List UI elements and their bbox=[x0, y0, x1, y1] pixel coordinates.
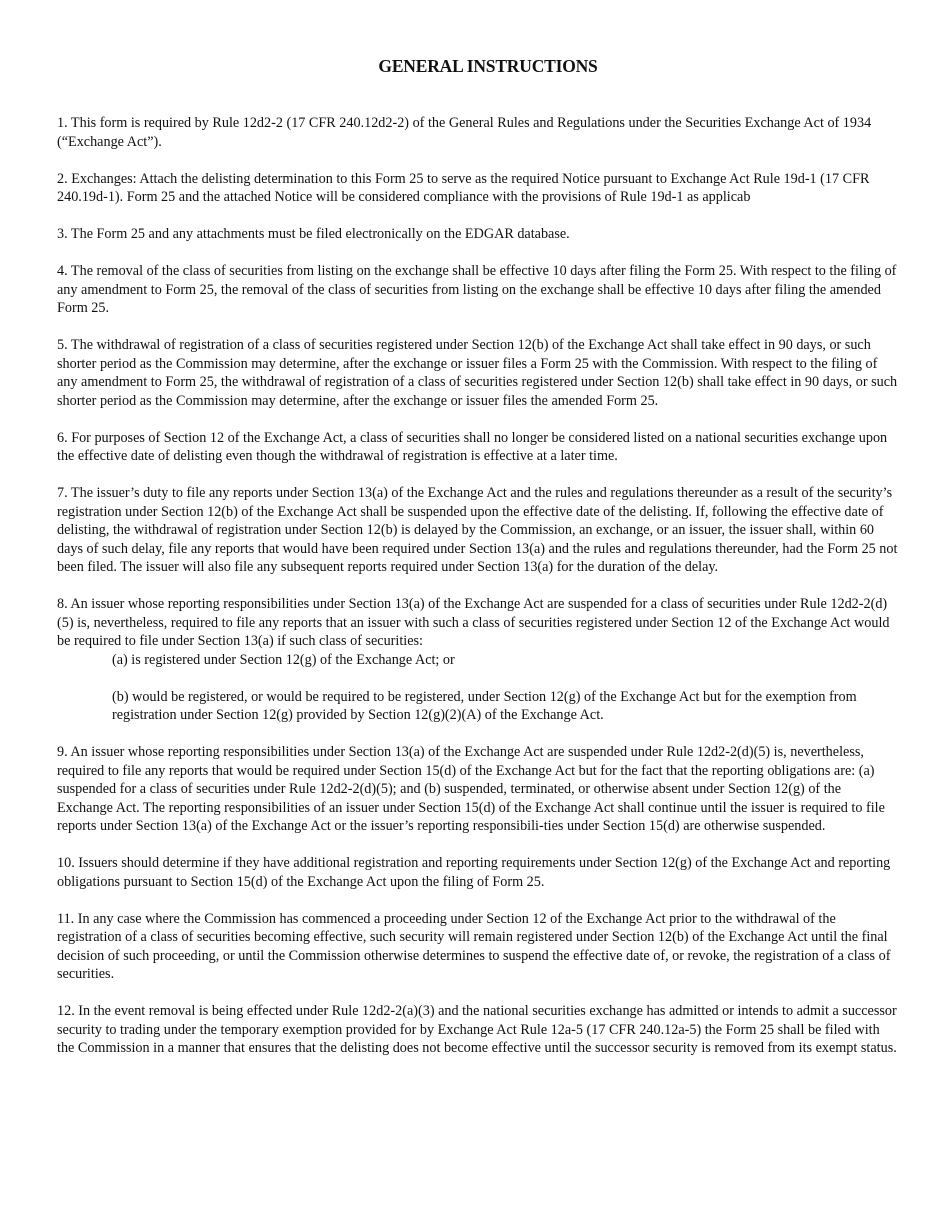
instruction-8: 8. An issuer whose reporting responsibilities under Section 13(a) of the Exchange Act are suspended for a class of securities under Rule 12d2-2(d)(5) is, nevertheless, required to file any reports that an issuer with such a class of securities registered under Section 12 of the Exchange Act would be required to file under Section 13(a) if such class of securities: bbox=[57, 596, 890, 649]
instruction-7: 7. The issuer’s duty to file any reports under Section 13(a) of the Exchange Act and the rules and regulations thereunder as a result of the security’s registration under Section 12(b) of the Exchange Act shall be suspended upon the effective date of the delisting. If, following the effective date of delisting, the withdrawal of registration under Section 12(b) is delayed by the Commission, an exchange, or an issuer, the issuer shall, within 60 days of such delay, file any reports that would have been required under Section 13(a) and the rules and regulations thereunder, had the Form 25 not been filed. The issuer will also file any subsequent reports required under Section 13(a) for the duration of the delay. bbox=[57, 485, 898, 575]
instructions-page bbox=[57, 56, 899, 1076]
instruction-8-sub-a: (a) is registered under Section 12(g) of the Exchange Act; or bbox=[112, 651, 455, 668]
instruction-9: 9. An issuer whose reporting responsibilities under Section 13(a) of the Exchange Act are suspended under Rule 12d2-2(d)(5) is, nevertheless, required to file any reports that would be required under Section 15(d) of the Exchange Act but for the fact that the reporting obligations are: (a) suspended for a class of securities under Rule 12d2-2(d)(5); and (b) suspended, terminated, or otherwise absent under Section 12(g) of the Exchange Act. The reporting responsibilities of an issuer under Section 15(d) of the Exchange Act shall continue until the issuer is required to file reports under Section 13(a) of the Exchange Act or the issuer’s reporting responsibili-ties under Section 15(d) are otherwise suspended. bbox=[57, 744, 885, 834]
instruction-3: 3. The Form 25 and any attachments must be filed electronically on the EDGAR database. bbox=[57, 226, 570, 242]
instruction-11: 11. In any case where the Commission has commenced a proceeding under Section 12 of the Exchange Act prior to the withdrawal of the registration of a class of securities becoming effective, such security will remain registered under Section 12(b) of the Exchange Act until the final decision of such proceeding, or until the Commission otherwise determines to suspend the effective date of, or revoke, the registration of a class of securities. bbox=[57, 910, 891, 982]
instruction-6: 6. For purposes of Section 12 of the Exchange Act, a class of securities shall no longer be considered listed on a national securities exchange upon the effective date of delisting even though the withdrawal of registration is effective at a later time. bbox=[57, 429, 888, 464]
page-title: GENERAL INSTRUCTIONS bbox=[378, 56, 598, 76]
instruction-8-sub-b: (b) would be registered, or would be required to be registered, under Section 12(g) of the Exchange Act but for the exemption from registration under Section 12(g) provided by Section 12(g)(2)(A) of the Exchange Act. bbox=[112, 688, 857, 723]
instruction-5: 5. The withdrawal of registration of a class of securities registered under Section 12(b) of the Exchange Act shall take effect in 90 days, or such shorter period as the Commission may determine, after the exchange or issuer files a Form 25 with the Commission. With respect to the filing of any amendment to Form 25, the withdrawal of registration of a class of securities registered under Section 12(b) shall take effect in 90 days, or such shorter period as the Commission may determine, after the exchange or issuer files the amended Form 25. bbox=[57, 337, 898, 409]
instruction-1: 1. This form is required by Rule 12d2-2 (17 CFR 240.12d2-2) of the General Rules and Regulations under the Securities Exchange Act of 1934 (“Exchange Act”). bbox=[57, 115, 872, 150]
instruction-4: 4. The removal of the class of securities from listing on the exchange shall be effective 10 days after filing the Form 25. With respect to the filing of any amendment to Form 25, the removal of the class of securities from listing on the exchange shall be effective 10 days after filing the amended Form 25. bbox=[57, 263, 897, 316]
instruction-10: 10. Issuers should determine if they have additional registration and reporting requirements under Section 12(g) of the Exchange Act and reporting obligations pursuant to Section 15(d) of the Exchange Act upon the filing of Form 25. bbox=[57, 855, 891, 890]
instruction-2: 2. Exchanges: Attach the delisting determination to this Form 25 to serve as the required Notice pursuant to Exchange Act Rule 19d-1 (17 CFR 240.19d-1). Form 25 and the attached Notice will be considered compliance with the provisions of Rule 19d-1 as applicab bbox=[57, 170, 870, 205]
instruction-12: 12. In the event removal is being effected under Rule 12d2-2(a)(3) and the national securities exchange has admitted or intends to admit a successor security to trading under the temporary exemption provided for by Exchange Act Rule 12a-5 (17 CFR 240.12a-5) the Form 25 shall be filed with the Commission in a manner that ensures that the delisting does not become effective until the successor security is removed from its exempt status. bbox=[57, 1003, 897, 1056]
